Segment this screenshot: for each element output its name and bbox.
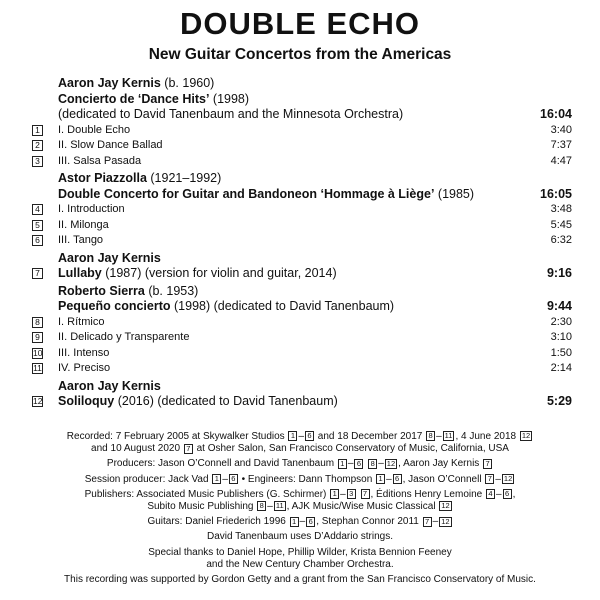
track-number: 8 — [32, 317, 43, 328]
track-time: 3:40 — [550, 123, 572, 136]
track-number: 2 — [32, 140, 43, 151]
track-title: IV. Preciso — [58, 362, 111, 374]
work-total-time: 16:04 — [540, 107, 572, 121]
track-time: 7:37 — [550, 139, 572, 151]
track-time: 3:48 — [550, 203, 572, 215]
track-box: 1 — [338, 459, 347, 469]
track-number: 11 — [33, 363, 42, 373]
work-line — [32, 92, 572, 108]
composer-line — [32, 284, 572, 300]
composer-name: Roberto Sierra — [58, 283, 145, 298]
composer-line — [32, 171, 572, 187]
work-line — [32, 266, 572, 282]
track-box: 6 — [306, 517, 315, 527]
track-time: 4:47 — [550, 154, 572, 167]
work-title: Concierto de ‘Dance Hits’ — [58, 91, 210, 106]
track-row — [32, 315, 572, 331]
track-box: 7 — [184, 444, 193, 454]
composer-dates: (1921–1992) — [146, 171, 222, 185]
track-title: III. Tango — [58, 234, 104, 246]
work-title: Double Concerto for Guitar and Bandoneon ‘Hommage à Liège’ — [58, 186, 435, 201]
composer-line — [32, 76, 572, 92]
track-row — [32, 361, 572, 377]
work-total-time: 9:44 — [546, 299, 572, 313]
track-title: III. Intenso — [58, 346, 110, 359]
track-title: II. Milonga — [58, 218, 109, 231]
track-box: 7 — [485, 474, 494, 484]
work-total-time: 16:05 — [540, 186, 572, 201]
work-dedication: (dedicated to David Tanenbaum and the Minnesota Orchestra) — [58, 107, 404, 121]
track-number: 1 — [32, 125, 43, 136]
track-number: 7 — [32, 268, 43, 279]
work-details: (2016) (dedicated to David Tanenbaum) — [114, 394, 338, 408]
track-title: I. Rítmico — [58, 315, 105, 328]
track-row — [32, 138, 572, 154]
track-box: 4 — [486, 489, 495, 499]
track-time: 2:14 — [550, 362, 572, 374]
track-box: 7 — [361, 489, 370, 499]
composer-dates: (b. 1960) — [160, 76, 215, 90]
work-line — [32, 394, 572, 410]
track-time: 5:45 — [550, 218, 572, 231]
work-dedication-line — [32, 107, 572, 123]
producers-credit: Producers: Jason O’Connell and David Tanenbaum 1 – 6 8 – 12 , Aaron Jay Kernis 7 — [10, 458, 590, 470]
track-box: 7 — [483, 459, 492, 469]
composer-name: Aaron Jay Kernis — [58, 250, 161, 265]
composer-name: Aaron Jay Kernis — [58, 76, 161, 90]
track-row — [32, 233, 572, 249]
composer-name: Astor Piazzolla — [58, 171, 147, 185]
track-row — [32, 123, 572, 139]
track-row — [32, 154, 572, 170]
track-number: 3 — [32, 156, 43, 167]
track-title: I. Double Echo — [58, 123, 131, 136]
track-title: I. Introduction — [58, 203, 125, 215]
track-box: 12 — [521, 431, 531, 441]
track-number: 10 — [33, 347, 43, 358]
track-number: 4 — [32, 204, 43, 215]
session-credit: Session producer: Jack Vad 1 – 6 • Engineers: Dann Thompson 1 – 6 , Jason O’Connell 7 – 12 — [84, 473, 513, 485]
track-box: 1 — [330, 489, 339, 499]
track-box: 11 — [444, 431, 453, 441]
work-title: Soliloquy — [58, 394, 115, 408]
track-box: 6 — [305, 431, 314, 441]
work-details: (1987) (version for violin and guitar, 2014) — [101, 266, 337, 280]
work-total-time: 9:16 — [546, 266, 572, 280]
track-row — [32, 346, 572, 362]
track-box: 6 — [354, 459, 363, 469]
track-box: 8 — [368, 459, 377, 469]
credits-block — [10, 431, 590, 589]
track-row — [32, 330, 572, 346]
track-box: 12 — [441, 501, 450, 511]
track-box: 7 — [423, 517, 432, 527]
track-title: II. Delicado y Transparente — [58, 331, 190, 343]
track-time: 2:30 — [550, 315, 572, 328]
strings-credit: David Tanenbaum uses D’Addario strings. — [206, 531, 394, 543]
work-title: Lullaby — [58, 266, 102, 280]
track-box: 6 — [503, 489, 512, 499]
track-row — [32, 202, 572, 218]
track-box: 3 — [347, 489, 356, 499]
track-time: 3:10 — [550, 331, 572, 343]
composer-line — [32, 251, 572, 267]
track-box: 11 — [275, 501, 284, 511]
thanks-credit: Special thanks to Daniel Hope, Phillip Wilder, Krista Bennion Feeney and the New Century Chamber Orchestra. — [148, 546, 452, 570]
track-title: III. Salsa Pasada — [58, 154, 142, 167]
track-number: 6 — [32, 235, 43, 246]
track-box: 8 — [426, 431, 435, 441]
recording-credit: Recorded: 7 February 2005 at Skywalker Studios 1 – 6 and 18 December 2017 8 – 11 , 4 June 2018 12 and 10 August 2020 7 at Osher Salon, San Francisco Conservatory of Music, California, USA — [66, 431, 531, 455]
composer-dates: (b. 1953) — [144, 283, 199, 298]
work-total-time: 5:29 — [546, 394, 572, 408]
album-title: DOUBLE ECHO — [179, 6, 421, 41]
track-box: 12 — [503, 473, 513, 483]
album-subtitle: New Guitar Concertos from the Americas — [148, 46, 452, 63]
track-box: 1 — [290, 517, 299, 527]
work-details: (1998) (dedicated to David Tanenbaum) — [170, 299, 395, 313]
work-line — [32, 187, 572, 203]
track-number: 5 — [32, 220, 43, 231]
composer-name: Aaron Jay Kernis — [58, 378, 161, 393]
guitars-credit: Guitars: Daniel Friederich 1996 1 – 6 , Stephan Connor 2011 7 – 12 — [147, 516, 450, 528]
track-time: 6:32 — [550, 234, 572, 246]
tracklist — [32, 76, 572, 410]
track-title: II. Slow Dance Ballad — [58, 139, 163, 151]
track-box: 6 — [393, 474, 402, 484]
publishers-credit: Publishers: Associated Music Publishers (G. Schirmer) 1 – 3 7 , Éditions Henry Lemoine 4 – 6 , Subito Music Publishing 8 – 11 , AJK Music/Wise Music Classical 12 — [84, 488, 516, 513]
composer-line — [32, 379, 572, 395]
track-box: 1 — [212, 474, 221, 484]
track-box: 12 — [386, 458, 396, 468]
work-line — [32, 299, 572, 315]
support-credit: This recording was supported by Gordon Getty and a grant from the San Francisco Conservatory of Music. — [64, 574, 536, 586]
work-year: (1998) — [209, 91, 250, 106]
work-title: Pequeño concierto — [58, 299, 171, 313]
track-box: 1 — [376, 474, 385, 484]
track-box: 1 — [288, 431, 297, 441]
track-number: 9 — [32, 332, 43, 343]
track-box: 6 — [229, 474, 238, 484]
track-number: 12 — [33, 396, 43, 406]
track-box: 12 — [441, 516, 450, 526]
track-row — [32, 218, 572, 234]
track-time: 1:50 — [550, 346, 572, 359]
work-year: (1985) — [434, 186, 475, 201]
track-box: 8 — [257, 501, 266, 511]
